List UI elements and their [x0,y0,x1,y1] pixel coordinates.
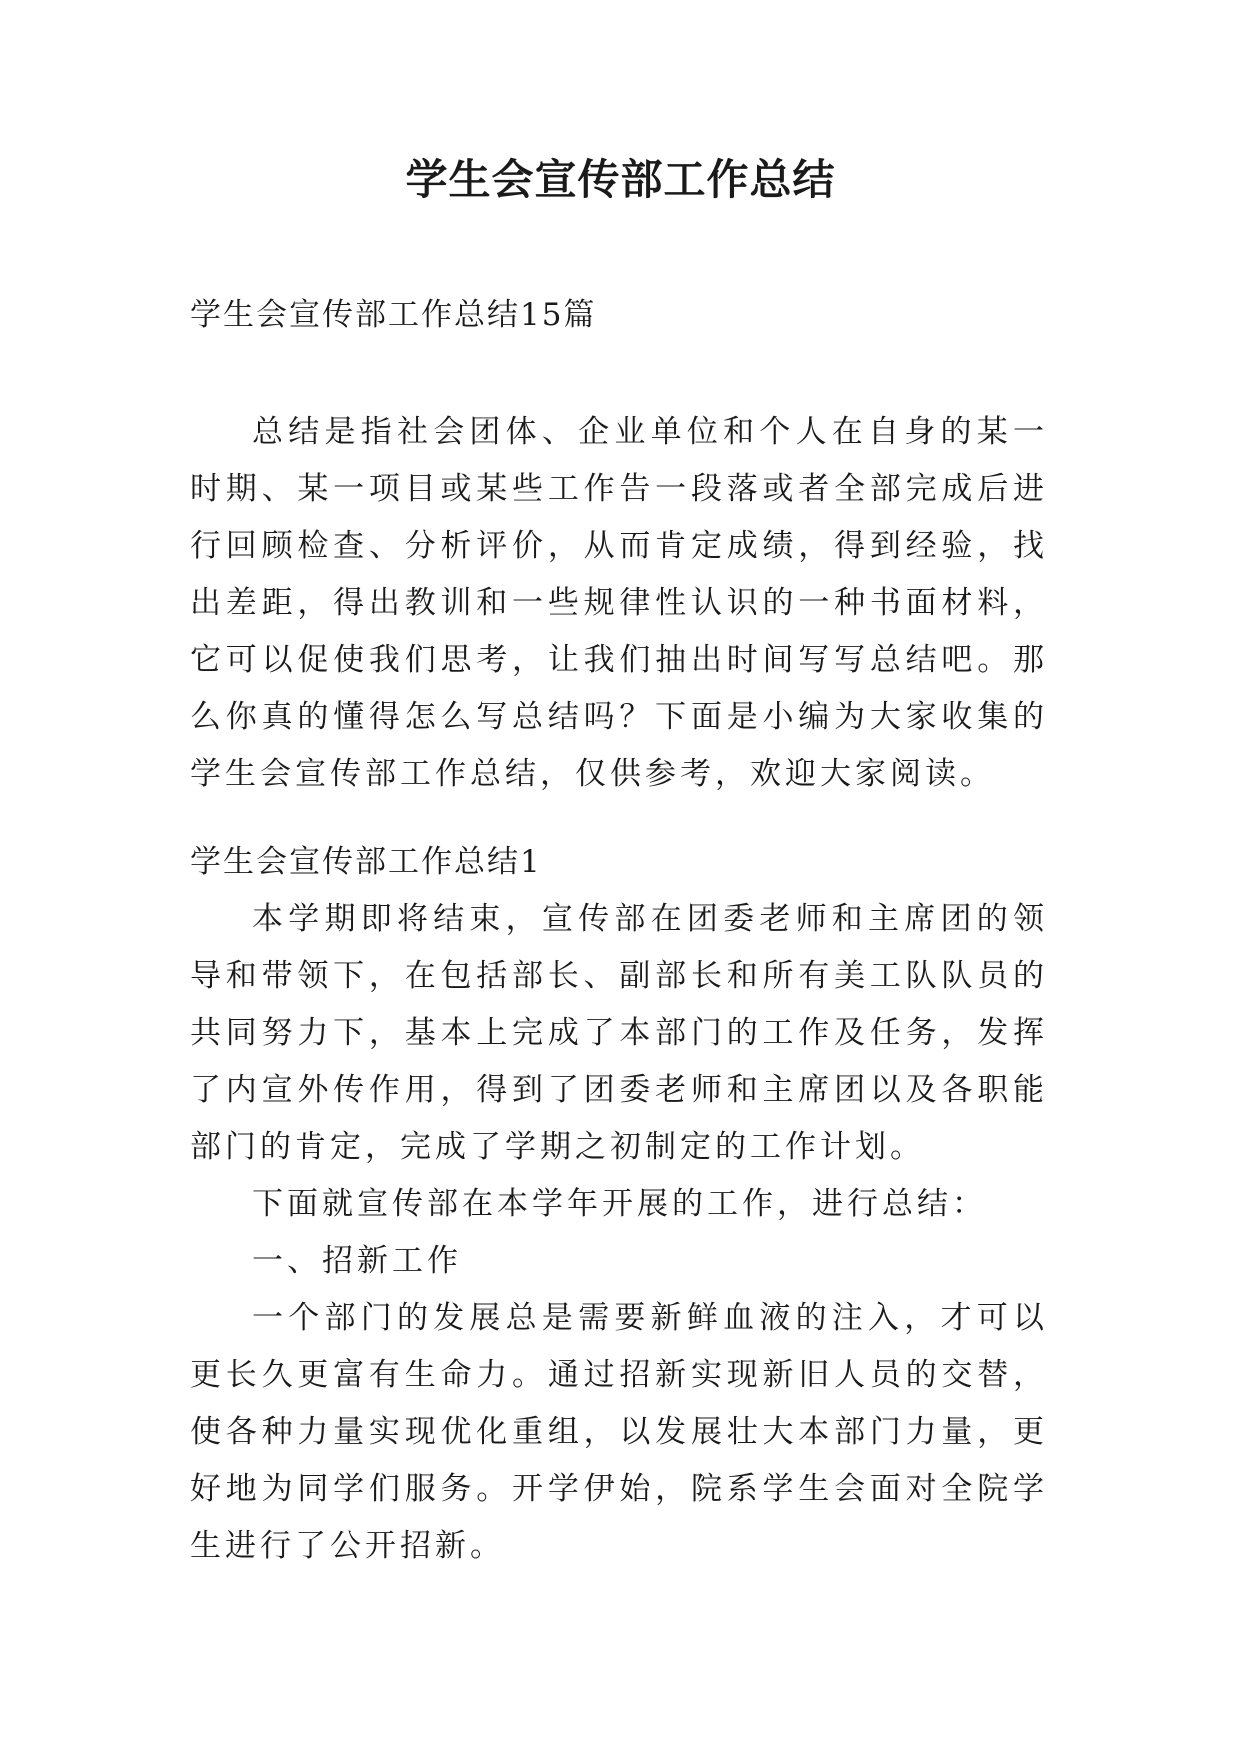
document-title: 学生会宣传部工作总结 [405,155,836,204]
section-1-paragraph-1: 本学期即将结束，宣传部在团委老师和主席团的领导和带领下，在包括部长、副部长和所有美工队队员的共同努力下，基本上完成了本部门的工作及任务，发挥了内宣外传作用，得到了团委老师和主席团以及各职能部门的肯定，完成了学期之初制定的工作计划。 [190,901,1048,1165]
section-1-paragraph-3: 一个部门的发展总是需要新鲜血液的注入，才可以更长久更富有生命力。通过招新实现新旧人员的交替，使各种力量实现优化重组，以发展壮大本部门力量，更好地为同学们服务。开学伊始，院系学生会面对全院学生进行了公开招新。 [190,1300,1048,1564]
intro-paragraph: 总结是指社会团体、企业单位和个人在自身的某一时期、某一项目或某些工作告一段落或者全部完成后进行回顾检查、分析评价，从而肯定成绩，得到经验，找出差距，得出教训和一些规律性认识的一种书面材料，它可以促使我们思考，让我们抽出时间写写总结吧。那么你真的懂得怎么写总结吗？下面是小编为大家收集的学生会宣传部工作总结，仅供参考，欢迎大家阅读。 [190,414,1048,792]
document-subtitle: 学生会宣传部工作总结15篇 [190,297,597,333]
intro-block [190,404,1048,803]
section-1-paragraph-2: 下面就宣传部在本学年开展的工作，进行总结： [252,1186,987,1222]
section-1 [190,834,1048,1575]
section-1-subheading: 一、招新工作 [252,1243,462,1279]
section-1-heading: 学生会宣传部工作总结1 [190,844,542,880]
